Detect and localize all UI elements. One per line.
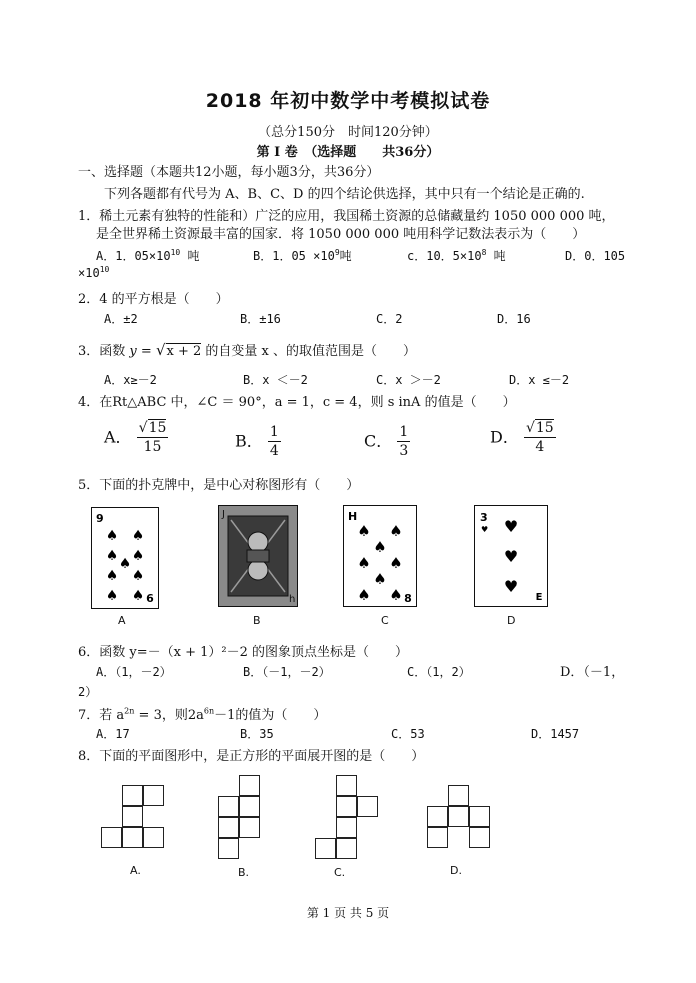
svg-text:3: 3	[480, 511, 488, 524]
net-d-label: D.	[450, 864, 462, 877]
q4-option-c: C． $\frac{1}{3}$	[364, 424, 409, 459]
q3-option-d: D．x ≤－2	[509, 373, 570, 387]
q6-option-b: B．（－1，－2）	[243, 665, 331, 679]
q1-stem-line2: 是全世界稀土资源最丰富的国家．将 1050 000 000 吨用科学记数法表示为（ ）	[96, 227, 586, 242]
card-d-label: D	[507, 614, 516, 627]
part-heading: 第 I 卷 （选择题 共36分）	[256, 145, 440, 160]
svg-text:♠: ♠	[131, 528, 145, 544]
svg-text:J: J	[222, 509, 225, 520]
q3-option-a: A．x≥－2	[104, 373, 157, 387]
svg-text:♥: ♥	[481, 525, 489, 534]
card-three-of-hearts	[474, 505, 548, 607]
svg-text:♠: ♠	[105, 528, 119, 544]
q6-option-a: A．（1，－2）	[96, 665, 172, 679]
q1-stem-line1: 1．稀土元素有独特的性能和）广泛的应用，我国稀土资源的总储藏量约 1050 000 000 吨，	[78, 209, 615, 224]
svg-text:9: 9	[96, 512, 104, 525]
card-c-face	[344, 506, 416, 606]
q8-stem: 8．下面的平面图形中，是正方形的平面展开图的是（ ）	[78, 749, 425, 764]
page-title: 2018 年初中数学中考模拟试卷	[205, 90, 491, 112]
card-b-face	[219, 506, 297, 606]
svg-text:♠: ♠	[357, 586, 371, 604]
svg-text:♠: ♠	[131, 588, 145, 604]
svg-text:♥: ♥	[503, 517, 519, 536]
q1-option-d-cont: $\times 10^{10}$	[78, 265, 110, 280]
svg-text:h: h	[289, 594, 296, 605]
q4-option-b: B． $\frac{1}{4}$	[235, 424, 279, 459]
svg-text:♥: ♥	[503, 547, 519, 566]
q2-stem: 2．4 的平方根是（ ）	[78, 292, 229, 307]
card-c-label: C	[381, 614, 389, 627]
svg-text:♠: ♠	[389, 522, 403, 540]
q7-stem: 7．若 $a^{2n} = 3$，则$2a^{6n}-1$的值为（ ）	[78, 706, 327, 723]
q6-option-d: D．（－1，	[560, 665, 625, 680]
q4-option-d: D． $\frac{√15}{4}$	[490, 420, 554, 455]
svg-text:♠: ♠	[389, 586, 403, 604]
q7-option-a: A．17	[96, 727, 130, 741]
q6-stem: 6．函数 y=－（x + 1）²－2 的图象顶点坐标是（ ）	[78, 645, 409, 660]
q1-option-d: D．0．105	[565, 249, 626, 263]
q1-option-b: B．1．$05 \times 10^9$吨	[253, 248, 352, 263]
svg-text:♠: ♠	[357, 522, 371, 540]
svg-text:♠: ♠	[105, 568, 119, 584]
svg-text:♠: ♠	[118, 556, 132, 572]
svg-text:8: 8	[404, 592, 412, 605]
svg-text:♠: ♠	[373, 570, 387, 588]
q7-option-c: C．53	[391, 727, 425, 741]
q3-option-b: B．x ＜－2	[243, 373, 308, 387]
svg-text:♠: ♠	[131, 548, 145, 564]
exam-subtitle: （总分150分 时间120分钟）	[258, 125, 438, 140]
svg-text:♠: ♠	[389, 554, 403, 572]
q5-stem: 5．下面的扑克牌中，是中心对称图形有（ ）	[78, 478, 360, 493]
q6-option-d-cont: 2）	[78, 685, 98, 699]
q1-option-a: A．1．$05\times 10^{10}$ 吨	[96, 248, 200, 263]
svg-text:H: H	[348, 510, 358, 523]
card-jack	[218, 505, 298, 607]
svg-text:♠: ♠	[105, 588, 119, 604]
svg-text:♠: ♠	[131, 568, 145, 584]
q7-option-b: B．35	[240, 727, 274, 741]
net-a-label: A.	[130, 864, 141, 877]
q2-option-c: C．2	[376, 312, 403, 326]
card-nine-of-spades	[91, 507, 159, 609]
svg-text:♠: ♠	[105, 548, 119, 564]
q2-option-d: D．16	[497, 312, 531, 326]
svg-text:6: 6	[146, 592, 154, 605]
page-footer: 第 1 页 共 5 页	[306, 906, 390, 920]
q3-radicand: x + 2	[166, 344, 202, 359]
instructions: 下列各题都有代号为 A、B、C、D 的四个结论供选择，其中只有一个结论是正确的.	[104, 187, 585, 202]
card-d-face	[475, 506, 547, 606]
net-c-label: C.	[334, 866, 346, 879]
card-eight-of-spades	[343, 505, 417, 607]
q2-option-b: B．±16	[240, 312, 281, 326]
card-b-label: B	[253, 614, 261, 627]
q7-option-d: D．1457	[531, 727, 580, 741]
svg-text:♠: ♠	[373, 538, 387, 556]
svg-text:♠: ♠	[357, 554, 371, 572]
svg-text:♥: ♥	[503, 577, 519, 596]
net-b-label: B.	[238, 866, 250, 879]
svg-text:E: E	[535, 592, 543, 603]
q1-option-c: c．10．$5\times 10^8$ 吨	[407, 248, 506, 263]
section-heading: 一、选择题（本题共12小题，每小题3分，共36分）	[78, 165, 380, 180]
card-a-label: A	[118, 614, 126, 627]
q3-option-c: C．x ＞－2	[376, 373, 441, 387]
q3-stem: 3．函数 y = √x + 2 的自变量 x 、的取值范围是（ ）	[78, 341, 417, 359]
card-a-face	[92, 508, 158, 608]
q2-option-a: A．±2	[104, 312, 138, 326]
q6-option-c: C．（1，2）	[407, 665, 471, 679]
q4-stem: 4．在Rt△ABC 中，∠C ＝ 90°，a = 1，c = 4，则 s inA 的值是（ ）	[78, 395, 516, 410]
q4-option-a: A． $\frac{√15}{15}$	[104, 420, 167, 455]
